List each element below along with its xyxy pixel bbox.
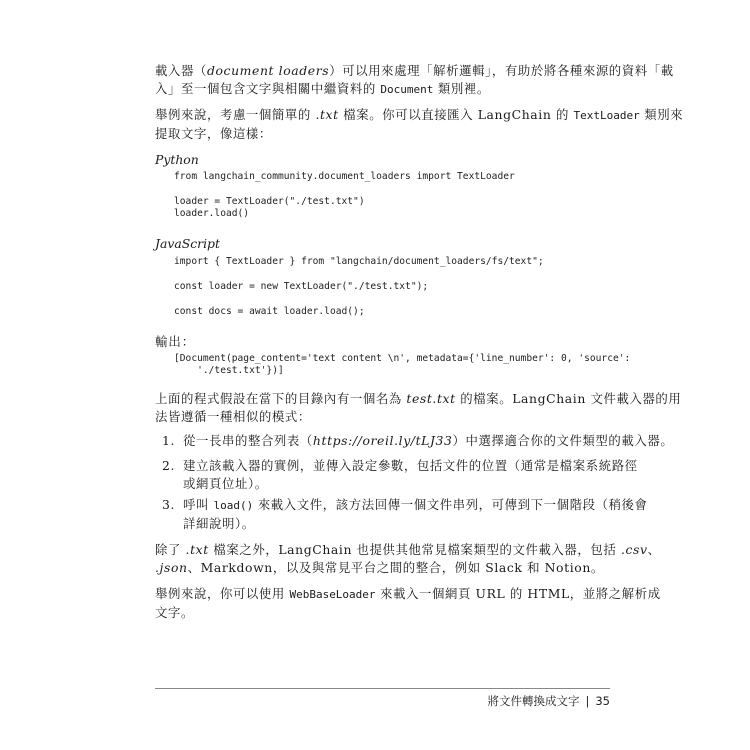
page-footer bbox=[487, 693, 610, 709]
page-number: 35 bbox=[595, 694, 610, 708]
ext-txt: .txt bbox=[315, 107, 339, 122]
text: 、 bbox=[647, 542, 661, 557]
text: 法皆遵循一種相似的模式： bbox=[155, 409, 311, 424]
text: ）可以用來處理「解析邏輯」，有助於將各種來源的資料「載 bbox=[329, 63, 674, 78]
text: 舉例來說，考慮一個簡單的 bbox=[155, 107, 316, 122]
javascript-label: JavaScript bbox=[155, 236, 220, 251]
paragraph-other-loaders bbox=[155, 541, 661, 577]
text: 文字。 bbox=[155, 605, 194, 620]
text: 舉例來說，你可以使用 bbox=[155, 586, 290, 601]
python-code-block: from langchain_community.document_loaders import TextLoader loader = TextLoader("./test.txt") loader.load() bbox=[174, 171, 515, 220]
ext-json: .json bbox=[155, 560, 188, 575]
text: 呼叫 bbox=[183, 497, 214, 512]
text: 類別裡。 bbox=[433, 81, 490, 96]
code-load: load() bbox=[213, 499, 254, 512]
text: 載入器（ bbox=[155, 63, 207, 78]
python-label: Python bbox=[155, 152, 199, 167]
text: 檔案之外，LangChain 也提供其他常見檔案類型的文件載入器，包括 bbox=[208, 542, 621, 557]
text: 入」至一個包含文字與相關中繼資料的 bbox=[155, 81, 381, 96]
text: ）中選擇適合你的文件類型的載入器。 bbox=[452, 433, 674, 448]
ext-csv: .csv bbox=[620, 542, 648, 557]
paragraph-example-intro bbox=[155, 106, 684, 143]
paragraph-loader-pattern bbox=[155, 390, 682, 426]
output-heading: 輸出： bbox=[155, 334, 196, 349]
text: 檔案。你可以直接匯入 LangChain 的 bbox=[338, 107, 574, 122]
paragraph-document-loaders bbox=[155, 62, 674, 99]
text: 上面的程式假設在當下的目錄內有一個名為 bbox=[155, 391, 407, 406]
code-webbaseloader: WebBaseLoader bbox=[289, 588, 376, 601]
code-textloader: TextLoader bbox=[573, 109, 640, 122]
ext-txt: .txt bbox=[185, 542, 209, 557]
list-number: 1. bbox=[162, 433, 176, 448]
list-number: 2. bbox=[162, 458, 176, 473]
text: 、Markdown，以及與常見平台之間的整合，例如 Slack 和 Notion。 bbox=[187, 560, 604, 575]
term-document-loaders: document loaders bbox=[206, 63, 330, 78]
paragraph-webbaseloader bbox=[155, 585, 661, 622]
output-code-block: [Document(page_content='text content \n', metadata={'line_number': 0, 'source': './test.txt'})] bbox=[174, 353, 631, 377]
code-document: Document bbox=[380, 83, 434, 96]
text: 提取文字，像這樣： bbox=[155, 126, 272, 141]
text: 的檔案。LangChain 文件載入器的用 bbox=[455, 391, 682, 406]
integrations-link[interactable]: https://oreil.ly/tLJ33 bbox=[312, 433, 453, 448]
file-test-txt: test.txt bbox=[406, 391, 456, 406]
text: 來載入一個網頁 URL 的 HTML，並將之解析成 bbox=[375, 586, 661, 601]
list-number: 3. bbox=[162, 497, 176, 512]
text: 詳細說明）。 bbox=[183, 516, 255, 531]
text: 除了 bbox=[155, 542, 186, 557]
text: 從一長串的整合列表（ bbox=[183, 433, 313, 448]
chapter-title: 將文件轉換成文字 bbox=[487, 694, 580, 708]
text: 或網頁位址）。 bbox=[183, 476, 268, 491]
text: 來載入文件，該方法回傳一個文件串列，可傳到下一個階段（稍後會 bbox=[253, 497, 648, 512]
footer-rule bbox=[155, 688, 610, 689]
text: 類別來 bbox=[639, 107, 684, 122]
text: 建立該載入器的實例，並傳入設定參數，包括文件的位置（通常是檔案系統路徑 bbox=[183, 458, 638, 473]
javascript-code-block: import { TextLoader } from "langchain/document_loaders/fs/text"; const loader = new TextLoader("./test.txt"); const docs = await loader.load(); bbox=[174, 256, 544, 317]
footer-separator: | bbox=[585, 694, 590, 708]
